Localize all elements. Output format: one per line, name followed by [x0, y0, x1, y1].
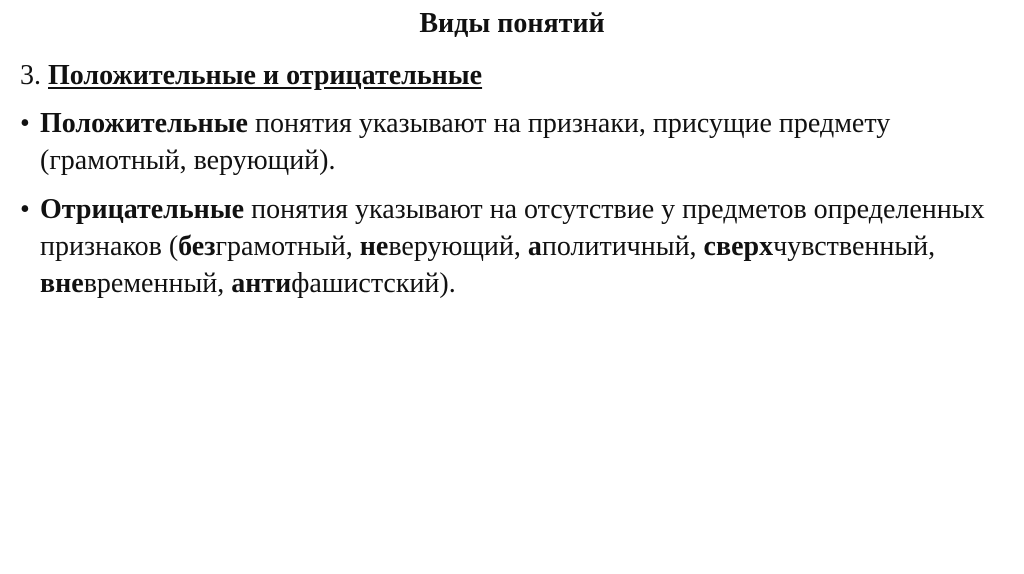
subtitle-number: 3. [20, 60, 48, 91]
bullet-text-part: грамотный, [215, 231, 360, 262]
bullet-text [40, 191, 1000, 302]
bullet-text-part: понятия указывают на отсутствие у предметов определенных признаков ( [40, 194, 985, 262]
bullet-text-part: верующий, [388, 231, 528, 262]
bullet-text-part: временный, [83, 268, 232, 299]
bullet-text-part: политичный, [541, 231, 704, 262]
bullet-marker: • [20, 194, 30, 225]
bullet-positive [20, 105, 1000, 179]
subtitle-heading: Положительные и отрицательные [48, 60, 483, 91]
slide-title: Виды понятий [419, 8, 605, 39]
prefix-anti: анти [231, 268, 292, 299]
prefix-bez: без [178, 231, 216, 262]
bullet-text-part: чувственный, [773, 231, 936, 262]
bullet-text-part: фашистский). [291, 268, 456, 299]
bullet-text-part: понятия указывают на признаки, присущие предмету (грамотный, верующий). [40, 108, 891, 176]
prefix-ne: не [359, 231, 389, 262]
bullet-text [40, 105, 1000, 179]
slide-subtitle [20, 58, 482, 94]
prefix-a: а [527, 231, 542, 262]
prefix-sverkh: сверх [703, 231, 774, 262]
prefix-vne: вне [40, 268, 84, 299]
term-positive: Положительные [40, 108, 248, 139]
bullet-negative [20, 191, 1000, 302]
bullet-marker: • [20, 108, 30, 139]
term-negative: Отрицательные [40, 194, 245, 225]
